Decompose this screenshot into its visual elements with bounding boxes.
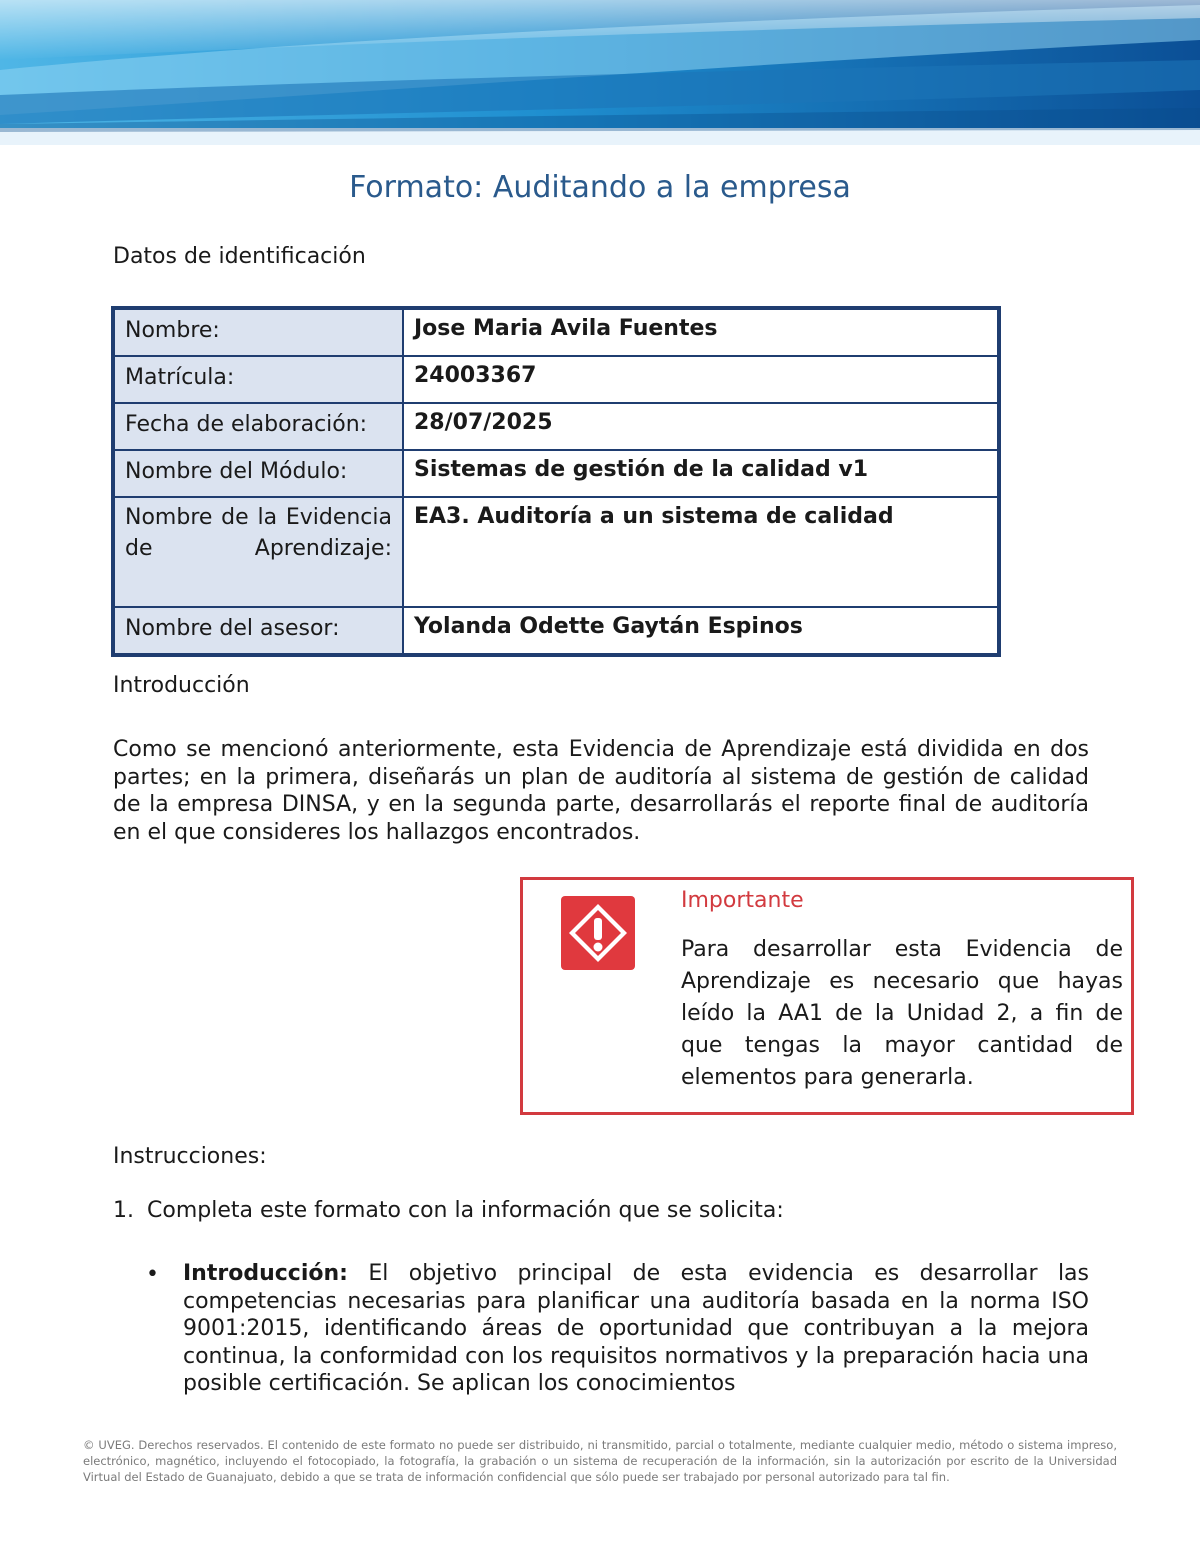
step-text: Completa este formato con la información que se solicita: — [147, 1198, 784, 1223]
identification-table — [111, 306, 1001, 657]
row-value-evidencia: EA3. Auditoría a un sistema de calidad — [403, 497, 998, 607]
table-row — [114, 607, 998, 654]
instructions-heading: Instrucciones: — [113, 1144, 267, 1169]
important-text: Para desarrollar esta Evidencia de Aprendizaje es necesario que hayas leído la AA1 de la Unidad 2, a fin de que tengas la mayor cantidad de elementos para generarla. — [681, 937, 1123, 1090]
row-label-matricula: Matrícula: — [114, 356, 403, 403]
table-row — [114, 450, 998, 497]
row-value-nombre: Jose Maria Avila Fuentes — [403, 309, 998, 356]
bullet-term: Introducción: — [183, 1261, 348, 1286]
row-label-nombre: Nombre: — [114, 309, 403, 356]
introduction-paragraph: Como se mencionó anteriormente, esta Evidencia de Aprendizaje está dividida en dos partes; en la primera, diseñarás un plan de auditoría al sistema de gestión de calidad de la empresa DINSA, y en la segunda parte, desarrollarás el reporte final de auditoría en el que consideres los hallazgos encontrados. — [113, 737, 1089, 845]
page-title: Formato: Auditando a la empresa — [349, 170, 851, 205]
identification-heading: Datos de identificación — [113, 244, 366, 269]
row-label-modulo: Nombre del Módulo: — [114, 450, 403, 497]
introduction-heading: Introducción — [113, 673, 250, 698]
header-banner — [0, 0, 1200, 145]
important-notice — [520, 877, 1134, 1115]
important-title: Importante — [681, 888, 804, 913]
warning-icon — [561, 896, 635, 970]
row-value-asesor: Yolanda Odette Gaytán Espinos — [403, 607, 998, 654]
row-value-matricula: 24003367 — [403, 356, 998, 403]
bullet-icon: • — [146, 1262, 159, 1287]
table-row — [114, 356, 998, 403]
row-label-asesor: Nombre del asesor: — [114, 607, 403, 654]
table-row — [114, 497, 998, 607]
copyright-footer: © UVEG. Derechos reservados. El contenido de este formato no puede ser distribuido, ni transmitido, parcial o totalmente, mediante cualquier medio, método o sistema impreso, electrónico, magnético, incluyendo el fotocopiado, la fotografía, la grabación o un sistema de recuperación de la información, sin la autorización por escrito de la Universidad Virtual del Estado de Guanajuato, debido a que se trata de información confidencial que sólo puede ser trabajado por personal autorizado para tal fin. — [83, 1438, 1117, 1484]
instruction-step-1 — [113, 1198, 784, 1223]
bullet-item-introduccion — [183, 1260, 1089, 1398]
table-row — [114, 309, 998, 356]
bullet-body: El objetivo principal de esta evidencia es desarrollar las competencias necesarias para planificar una auditoría basada en la norma ISO 9001:2015, identificando áreas de oportunidad que contribuyan a la mejora continua, la conformidad con los requisitos normativos y la preparación hacia una posible certificación. Se aplican los conocimientos — [183, 1261, 1089, 1396]
row-label-evidencia: Nombre de la Evidencia de Aprendizaje: — [114, 497, 403, 607]
row-value-modulo: Sistemas de gestión de la calidad v1 — [403, 450, 998, 497]
step-number: 1. — [113, 1198, 134, 1223]
table-row — [114, 403, 998, 450]
row-label-fecha: Fecha de elaboración: — [114, 403, 403, 450]
row-value-fecha: 28/07/2025 — [403, 403, 998, 450]
